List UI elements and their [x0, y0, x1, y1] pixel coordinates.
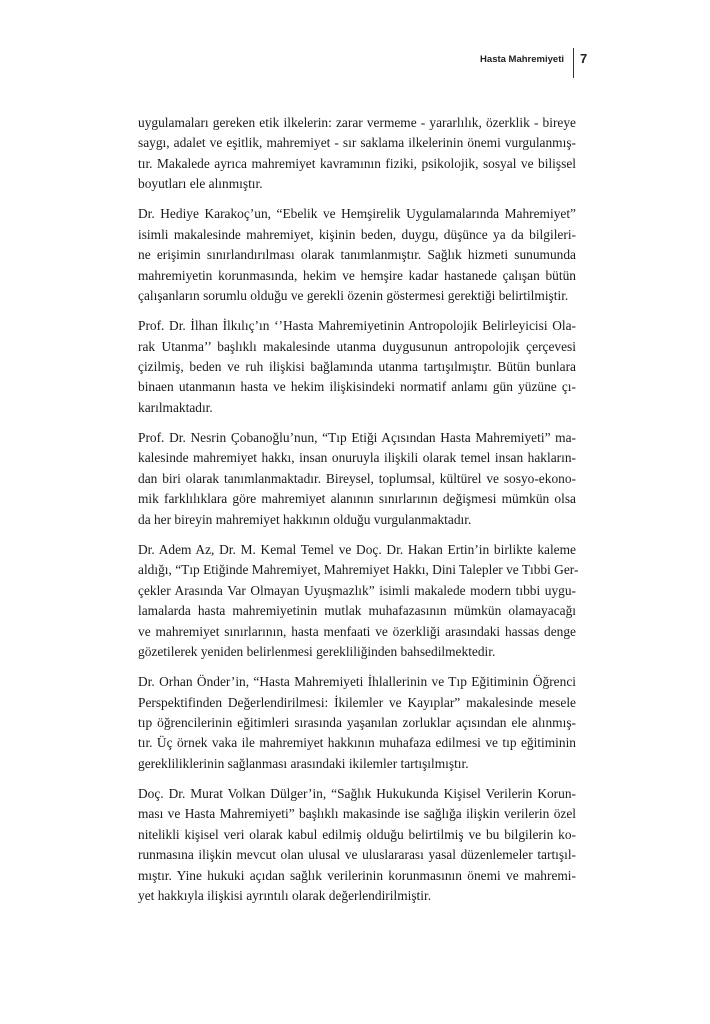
text-line: çalışanların sorumlu olduğu ve gerekli özenin göstermesi gerektiği belirtilmiştir. [138, 288, 569, 304]
text-line: Prof. Dr. İlhan İlkılıç’ın ‘’Hasta Mahremiyetinin Antropolojik Belirleyicisi Ola- [138, 318, 576, 334]
text-line: tır. Üç örnek vaka ile mahremiyet hakkının muhafaza edilmesi ve tıp eğitiminin [138, 735, 576, 751]
text-line: lamalarda hasta mahremiyetinin mutlak muhafazasının mümkün olamayacağı [138, 603, 576, 619]
text-line: binaen utanmanın hasta ve hekim ilişkisindeki normatif anlamı gün yüzüne çı- [138, 379, 576, 395]
text-line: gözetilerek yeniden belirlenmesi gerekliliğinden bahsedilmektedir. [138, 643, 496, 659]
page-header [0, 48, 710, 80]
text-line: isimli makalesinde mahremiyet, kişinin beden, duygu, düşünce ya da bilgileri- [138, 226, 576, 242]
text-line: yet hakkıyla ilişkisi ayrıntılı olarak değerlendirilmiştir. [138, 888, 432, 903]
text-line: boyutları ele alınmıştır. [138, 176, 263, 192]
text-line: Dr. Hediye Karakoç’un, “Ebelik ve Hemşirelik Uygulamalarında Mahremiyet” [138, 206, 576, 222]
paragraph [138, 113, 576, 195]
text-line: Prof. Dr. Nesrin Çobanoğlu’nun, “Tıp Etiği Açısından Hasta Mahremiyeti” ma- [138, 430, 576, 446]
text-line: aldığı, “Tıp Etiğinde Mahremiyet, Mahremiyet Hakkı, Dini Talepler ve Tıbbi Ger- [138, 562, 579, 578]
text-line: Perspektifinden Değerlendirilmesi: İkilemler ve Kayıplar” makalesinde mesele [138, 694, 576, 710]
text-line: tır. Makalede ayrıca mahremiyet kavramının fiziki, psikolojik, sosyal ve bilişsel [138, 155, 576, 171]
text-line: uygulamaları gereken etik ilkelerin: zarar vermeme - yararlılık, özerklik - bireye [138, 115, 576, 130]
text-line: çekler Arasında Var Olmayan Uyuşmazlık” isimli makalede modern tıbbi uygu- [138, 582, 576, 598]
text-line: mahremiyetin korunmasında, hekim ve hemşire kadar hastanede çalışan bütün [138, 267, 576, 283]
text-line: da her bireyin mahremiyet hakkının olduğu vurgulanmaktadır. [138, 511, 472, 527]
text-line: kalesinde mahremiyet hakkı, insan onuruyla ilişkili olarak temel insan hakların- [138, 450, 576, 466]
text-line: nitelikli kişisel veri olarak kabul edilmiş olduğu belirtilmiş ve bu bilgilerin ko- [138, 826, 576, 842]
paragraph [138, 540, 579, 662]
text-line: Dr. Adem Az, Dr. M. Kemal Temel ve Doç. Dr. Hakan Ertin’in birlikte kaleme [138, 541, 576, 557]
text-line: ne erişimin sınırlandırılması olarak tanımlanmıştır. Sağlık hizmeti sunumunda [138, 247, 576, 263]
text-line: Dr. Orhan Önder’in, “Hasta Mahremiyeti İhlallerinin ve Tıp Eğitiminin Öğrenci [138, 674, 576, 690]
text-line: çizilmiş, beden ve ruh ilişkisi bağlamında utanma tartışılmıştır. Bütün bunlara [138, 359, 576, 375]
text-line: gerekliliklerinin sağlanması arasındaki ikilemler tartışılmıştır. [138, 755, 469, 771]
body-text [138, 113, 579, 916]
text-line: tıp öğrencilerinin eğitimleri sırasında yaşanılan zorluklar açısından ele alınmış- [138, 714, 576, 730]
text-line: dan biri olarak tanımlanmaktadır. Bireysel, toplumsal, kültürel ve sosyo-ekono- [138, 470, 576, 486]
text-line: ması ve Hasta Mahremiyeti” başlıklı makasinde ise sağlığa ilişkin verilerin özel [138, 806, 576, 822]
text-line: karılmaktadır. [138, 399, 213, 415]
text-line: Doç. Dr. Murat Volkan Dülger’in, “Sağlık Hukukunda Kişisel Verilerin Korun- [138, 785, 576, 801]
text-line: runmasına ilişkin mevcut olan ulusal ve uluslararası yasal düzenlemeler tartışıl- [138, 847, 576, 863]
paragraph [138, 784, 576, 906]
text-line: mik farklılıklara göre mahremiyet alanının sınırlarının değişmesi mümkün olsa [138, 491, 576, 507]
text-line: saygı, adalet ve eşitlik, mahremiyet - sır saklama ilkelerinin önemi vurgulanmış- [138, 135, 576, 151]
paragraph [138, 672, 576, 774]
text-line: mıştır. Yine hukuki açıdan sağlık verilerinin korunmasının önemi ve mahremi- [138, 867, 576, 883]
page-number: 7 [580, 51, 588, 66]
paragraph [138, 316, 576, 418]
header-divider [573, 48, 574, 78]
text-line: ve mahremiyet sınırlarının, hasta menfaati ve özerkliği arasındaki hassas denge [138, 623, 576, 639]
paragraph [138, 204, 576, 306]
text-line: rak Utanma’’ başlıklı makalesinde utanma duygusunun antropolojik çerçevesi [138, 338, 576, 354]
running-title: Hasta Mahremiyeti [480, 54, 564, 65]
paragraph [138, 428, 576, 530]
